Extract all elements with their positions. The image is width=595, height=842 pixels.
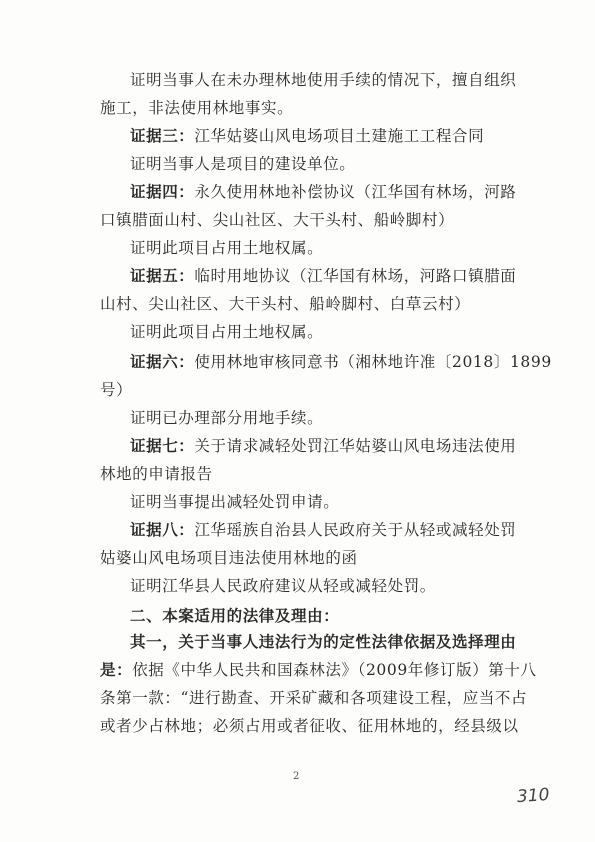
evidence-label: 证据四： xyxy=(130,182,195,201)
evidence-label: 证据八： xyxy=(130,520,195,539)
text-line: 山村、尖山社区、大干头村、船岭脚村、白草云村） xyxy=(100,295,471,313)
text-line: 证明此项目占用土地权属。 xyxy=(130,323,324,341)
text-line: 或者少占林地；必须占用或者征收、征用林地的，经县级以 xyxy=(100,717,519,735)
evidence-8: 证据八：江华瑶族自治县人民政府关于从轻或减轻处罚 xyxy=(130,520,517,539)
text-line: 号） xyxy=(100,381,133,399)
subsection-heading: 其一，关于当事人违法行为的定性法律依据及选择理由 xyxy=(130,632,517,651)
evidence-4: 证据四：永久使用林地补偿协议（江华国有林场，河路 xyxy=(130,182,517,201)
text-line: 口镇腊面山村、尖山社区、大干头村、船岭脚村） xyxy=(100,211,455,229)
evidence-label: 证据六： xyxy=(130,352,195,371)
text-line: 证明当事人在未办理林地使用手续的情况下，擅自组织 xyxy=(130,71,517,89)
evidence-6: 证据六：使用林地审核同意书（湘林地许准〔2018〕1899 xyxy=(130,352,552,371)
text-line: 证明已办理部分用地手续。 xyxy=(130,409,324,427)
text-line: 证明江华县人民政府建议从轻或减轻处罚。 xyxy=(130,577,436,595)
evidence-label: 证据三： xyxy=(130,126,195,145)
text-line: 姑婆山风电场项目违法使用林地的函 xyxy=(100,549,358,567)
text-line: 是：依据《中华人民共和国森林法》（2009年修订版）第十八 xyxy=(100,660,537,679)
handwritten-page-number: 310 xyxy=(516,784,551,808)
text-line: 证明当事提出减轻处罚申请。 xyxy=(130,493,340,511)
page-number: 2 xyxy=(293,771,300,782)
evidence-5: 证据五：临时用地协议（江华国有林场，河路口镇腊面 xyxy=(130,266,517,285)
text-line: 证明此项目占用土地权属。 xyxy=(130,239,324,257)
evidence-7: 证据七：关于请求减轻处罚江华姑婆山风电场违法使用 xyxy=(130,436,517,455)
text-line: 林地的申请报告 xyxy=(100,465,213,483)
evidence-label: 证据七： xyxy=(130,436,195,455)
text-line: 施工，非法使用林地事实。 xyxy=(100,99,294,117)
text-line: 证明当事人是项目的建设单位。 xyxy=(130,155,356,173)
evidence-3: 证据三：江华姑婆山风电场项目土建施工工程合同 xyxy=(130,126,485,145)
text-line: 条第一款：“进行勘查、开采矿藏和各项建设工程，应当不占 xyxy=(100,689,528,707)
evidence-label: 证据五： xyxy=(130,266,195,285)
section-heading: 二、本案适用的法律及理由： xyxy=(130,606,340,625)
